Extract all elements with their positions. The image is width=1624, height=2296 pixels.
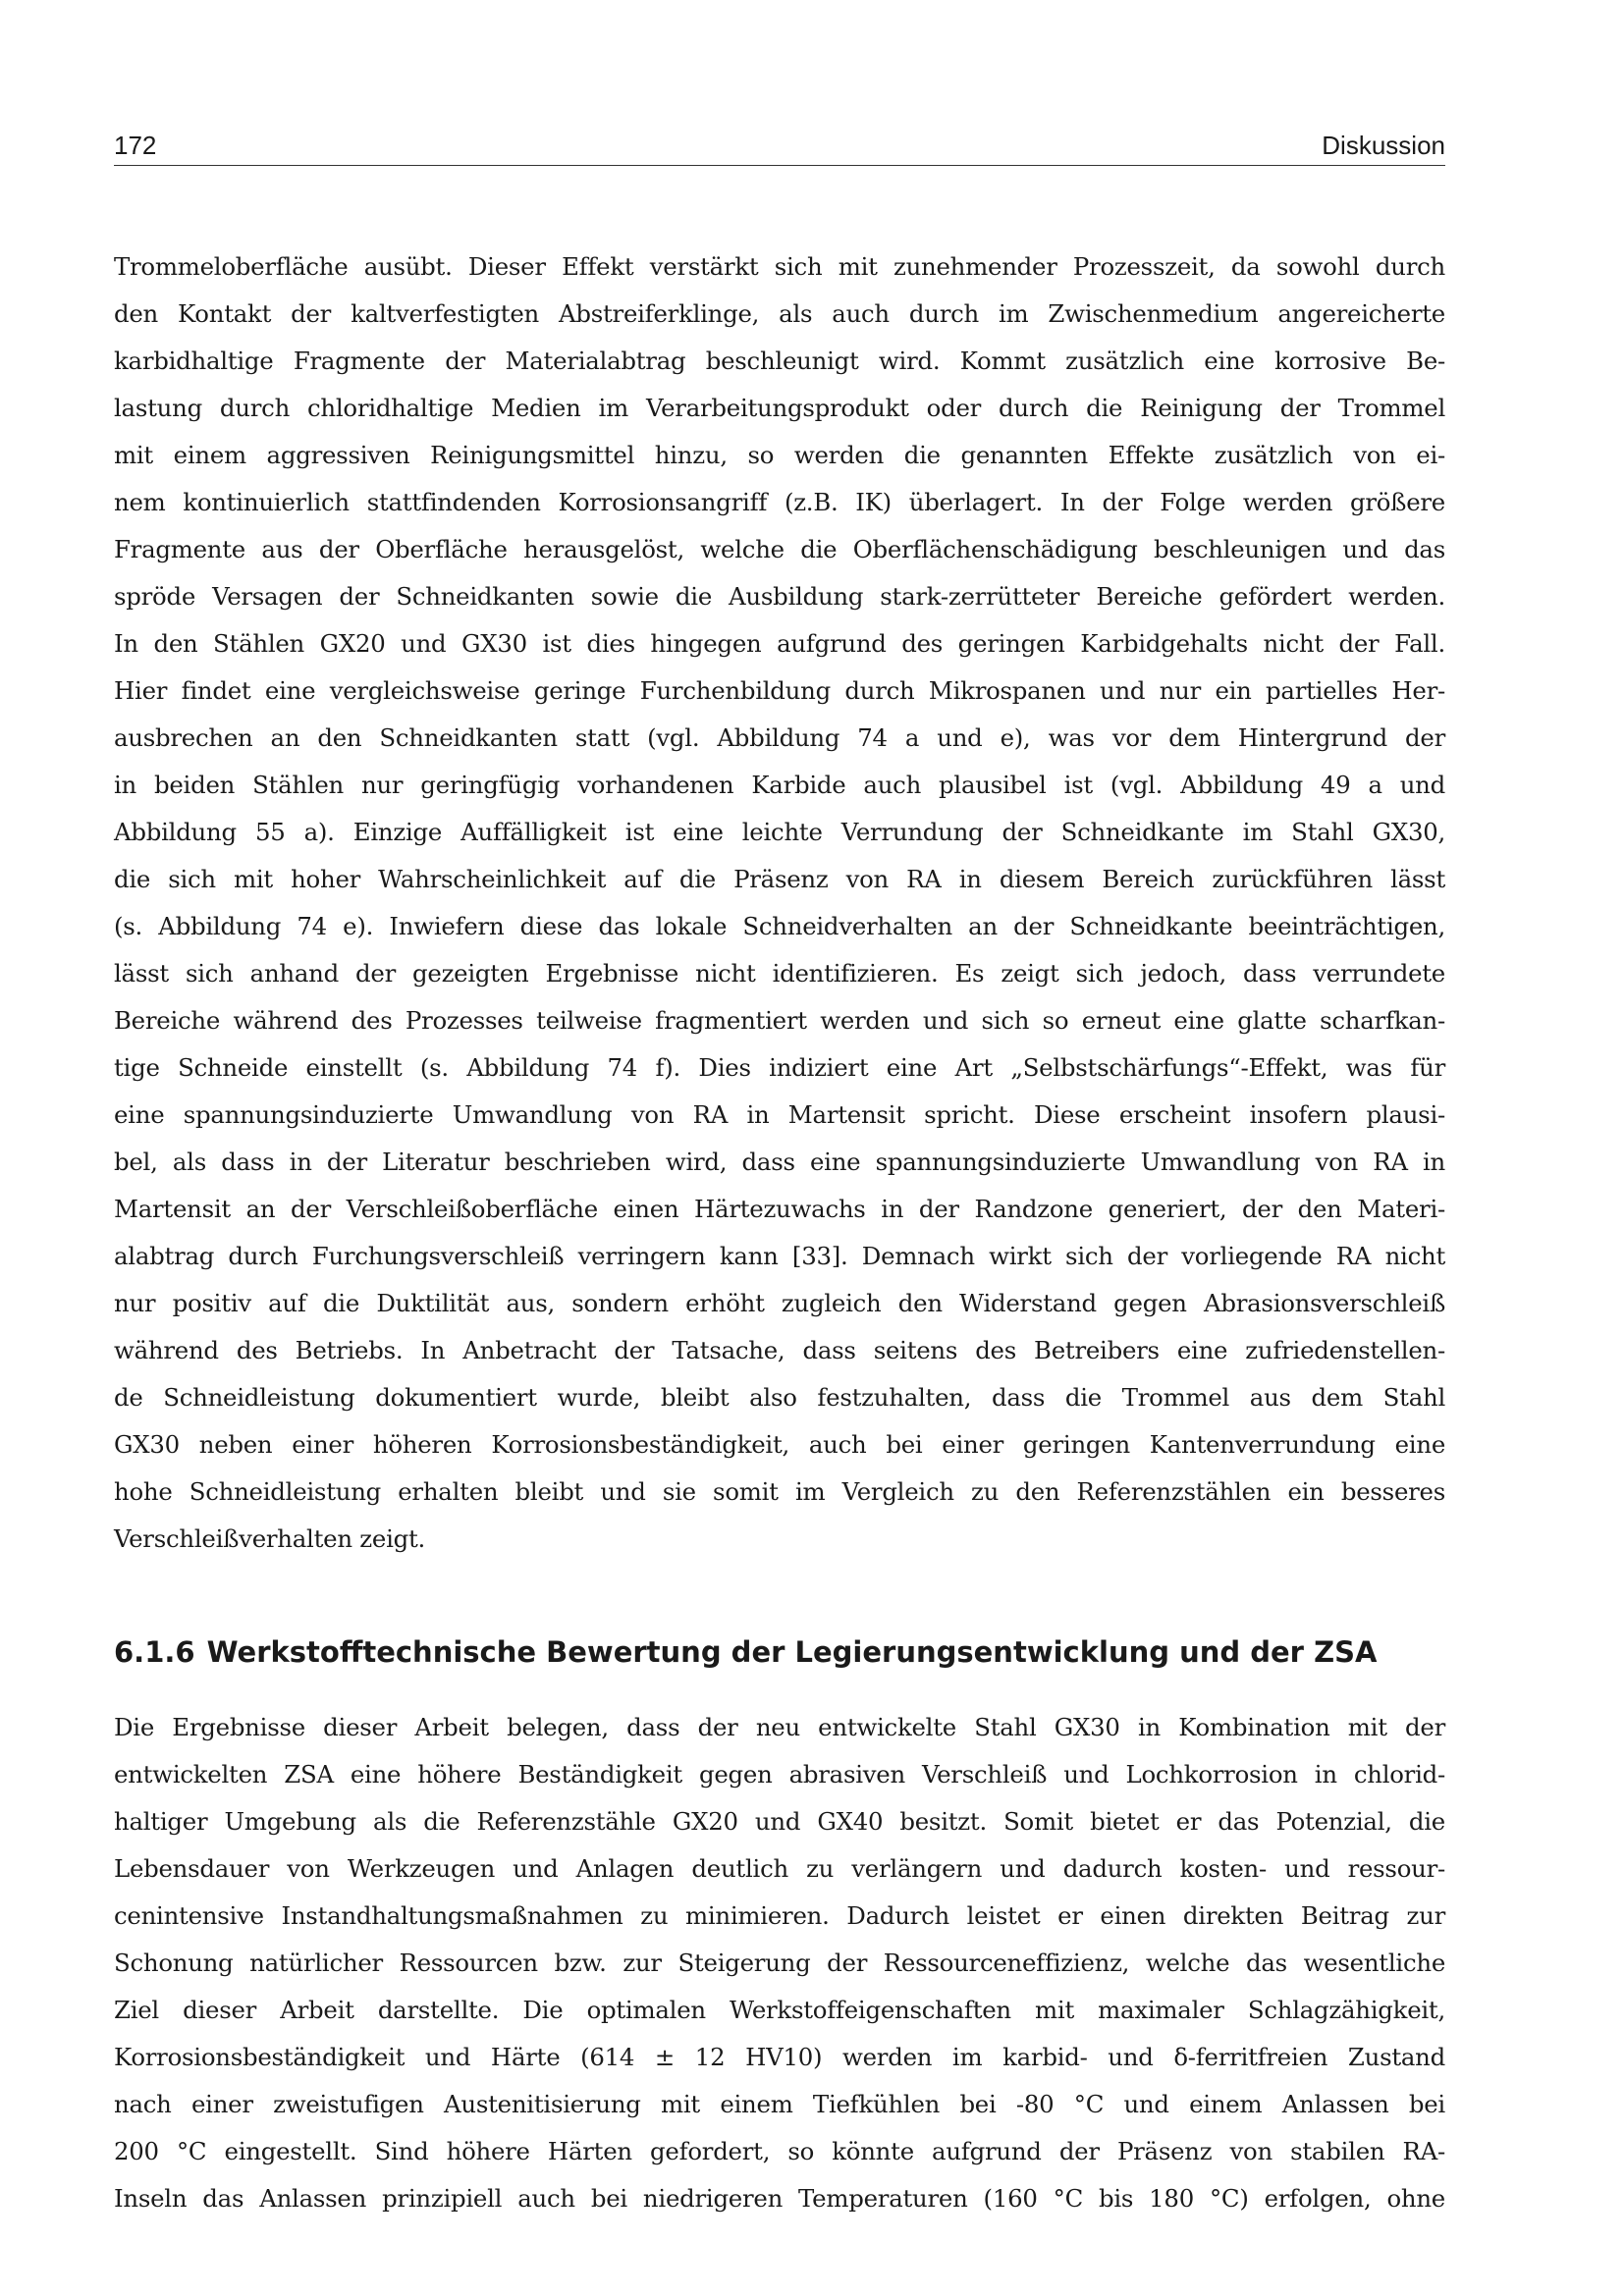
text-line: Korrosionsbeständigkeit und Härte (614 ± 12 HV10) werden im karbid- und δ-ferritfreien Zustand xyxy=(114,2043,1445,2071)
text-line: Fragmente aus der Oberfläche herausgelöst, welche die Oberflächenschädigung beschleunigen und das xyxy=(114,535,1445,563)
text-line: tige Schneide einstellt (s. Abbildung 74 f). Dies indiziert eine Art „Selbstschärfungs“-Effekt, was für xyxy=(114,1053,1445,1082)
section-number: 6.1.6 xyxy=(114,1635,195,1669)
text-line: Ziel dieser Arbeit darstellte. Die optimalen Werkstoffeigenschaften mit maximaler Schlagzähigkeit, xyxy=(114,1996,1445,2024)
text-line: de Schneidleistung dokumentiert wurde, bleibt also festzuhalten, dass die Trommel aus dem Stahl xyxy=(114,1383,1445,1412)
text-line: Schonung natürlicher Ressourcen bzw. zur Steigerung der Ressourceneffizienz, welche das wesentliche xyxy=(114,1949,1445,1977)
text-line: bel, als dass in der Literatur beschrieben wird, dass eine spannungsinduzierte Umwandlung von RA in xyxy=(114,1148,1445,1176)
text-line: in beiden Stählen nur geringfügig vorhandenen Karbide auch plausibel ist (vgl. Abbildung 49 a und xyxy=(114,771,1445,799)
text-line: hohe Schneidleistung erhalten bleibt und sie somit im Vergleich zu den Referenzstählen ein besseres xyxy=(114,1477,1445,1506)
text-line: nach einer zweistufigen Austenitisierung mit einem Tiefkühlen bei -80 °C und einem Anlassen bei xyxy=(114,2090,1445,2118)
page-number: 172 xyxy=(114,131,157,160)
paragraph-1 xyxy=(114,243,1445,1563)
text-line: 200 °C eingestellt. Sind höhere Härten gefordert, so könnte aufgrund der Präsenz von stabilen RA- xyxy=(114,2137,1445,2165)
text-line: Verschleißverhalten zeigt. xyxy=(114,1524,426,1553)
text-line: mit einem aggressiven Reinigungsmittel hinzu, so werden die genannten Effekte zusätzlich von ei- xyxy=(114,441,1445,469)
paragraph-2 xyxy=(114,1704,1445,2222)
running-header xyxy=(114,126,1445,166)
text-line: spröde Versagen der Schneidkanten sowie die Ausbildung stark-zerrütteter Bereiche gefördert werden. xyxy=(114,582,1445,611)
text-line: Inseln das Anlassen prinzipiell auch bei niedrigeren Temperaturen (160 °C bis 180 °C) erfolgen, ohne xyxy=(114,2184,1445,2213)
text-line: karbidhaltige Fragmente der Materialabtrag beschleunigt wird. Kommt zusätzlich eine korrosive Be- xyxy=(114,347,1445,375)
text-line: Martensit an der Verschleißoberfläche einen Härtezuwachs in der Randzone generiert, der den Materi- xyxy=(114,1195,1445,1223)
text-line: nur positiv auf die Duktilität aus, sondern erhöht zugleich den Widerstand gegen Abrasionsverschleiß xyxy=(114,1289,1445,1317)
text-line: Bereiche während des Prozesses teilweise fragmentiert werden und sich so erneut eine glatte scharfkan- xyxy=(114,1006,1445,1035)
text-line: (s. Abbildung 74 e). Inwiefern diese das lokale Schneidverhalten an der Schneidkante beeinträchtigen, xyxy=(114,912,1445,940)
text-line: GX30 neben einer höheren Korrosionsbeständigkeit, auch bei einer geringen Kantenverrundung eine xyxy=(114,1430,1445,1459)
text-line: nem kontinuierlich stattfindenden Korrosionsangriff (z.B. IK) überlagert. In der Folge werden größere xyxy=(114,488,1445,516)
text-line: ausbrechen an den Schneidkanten statt (vgl. Abbildung 74 a und e), was vor dem Hintergrund der xyxy=(114,723,1445,752)
text-line: haltiger Umgebung als die Referenzstähle GX20 und GX40 besitzt. Somit bietet er das Potenzial, die xyxy=(114,1807,1445,1836)
chapter-title: Diskussion xyxy=(1322,131,1445,160)
text-line: den Kontakt der kaltverfestigten Abstreiferklinge, als auch durch im Zwischenmedium angereicherte xyxy=(114,299,1445,328)
text-line: alabtrag durch Furchungsverschleiß verringern kann [33]. Demnach wirkt sich der vorliegende RA nicht xyxy=(114,1242,1445,1270)
text-line: Abbildung 55 a). Einzige Auffälligkeit ist eine leichte Verrundung der Schneidkante im Stahl GX30, xyxy=(114,818,1445,846)
text-line: cenintensive Instandhaltungsmaßnahmen zu minimieren. Dadurch leistet er einen direkten Beitrag zur xyxy=(114,1901,1445,1930)
text-line: Hier findet eine vergleichsweise geringe Furchenbildung durch Mikrospanen und nur ein partielles Her- xyxy=(114,676,1445,705)
text-line: In den Stählen GX20 und GX30 ist dies hingegen aufgrund des geringen Karbidgehalts nicht der Fall. xyxy=(114,629,1445,658)
text-line: eine spannungsinduzierte Umwandlung von RA in Martensit spricht. Diese erscheint insofern plausi- xyxy=(114,1100,1445,1129)
text-line: lastung durch chloridhaltige Medien im Verarbeitungsprodukt oder durch die Reinigung der Trommel xyxy=(114,394,1445,422)
section-title: Werkstofftechnische Bewertung der Legierungsentwicklung und der ZSA xyxy=(206,1635,1378,1669)
text-line: Lebensdauer von Werkzeugen und Anlagen deutlich zu verlängern und dadurch kosten- und ressour- xyxy=(114,1854,1445,1883)
text-line: lässt sich anhand der gezeigten Ergebnisse nicht identifizieren. Es zeigt sich jedoch, dass verrundete xyxy=(114,959,1445,988)
text-line: während des Betriebs. In Anbetracht der Tatsache, dass seitens des Betreibers eine zufriedenstellen- xyxy=(114,1336,1445,1364)
text-line: Die Ergebnisse dieser Arbeit belegen, dass der neu entwickelte Stahl GX30 in Kombination mit der xyxy=(114,1713,1445,1741)
text-line: die sich mit hoher Wahrscheinlichkeit auf die Präsenz von RA in diesem Bereich zurückführen lässt xyxy=(114,865,1445,893)
text-line: Trommeloberfläche ausübt. Dieser Effekt verstärkt sich mit zunehmender Prozesszeit, da sowohl durch xyxy=(114,252,1445,281)
section-heading xyxy=(114,1628,1445,1677)
text-line: entwickelten ZSA eine höhere Beständigkeit gegen abrasiven Verschleiß und Lochkorrosion in chlorid- xyxy=(114,1760,1445,1789)
